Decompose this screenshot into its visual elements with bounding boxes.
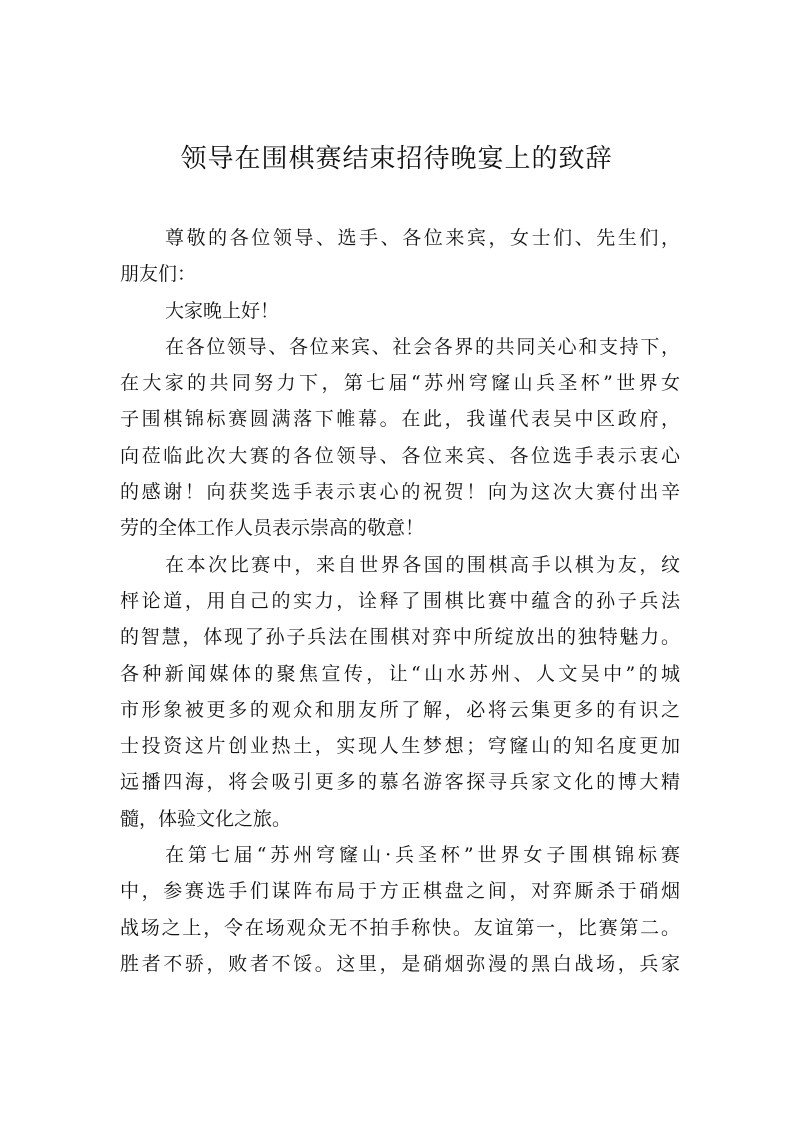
text-line: 向莅临此次大赛的各位领导、各位来宾、各位选手表示衷心	[120, 444, 680, 467]
text-line: 中，参赛选手们谋阵布局于方正棋盘之间，对弈厮杀于硝烟	[120, 880, 680, 903]
text-line: 市形象被更多的观众和朋友所了解，必将云集更多的有识之	[120, 698, 680, 721]
text-line: 子围棋锦标赛圆满落下帷幕。在此，我谨代表吴中区政府，	[120, 408, 680, 431]
text-line: 枰论道，用自己的实力，诠释了围棋比赛中蕴含的孙子兵法	[120, 589, 680, 612]
text-line: 远播四海，将会吸引更多的慕名游客探寻兵家文化的博大精	[120, 771, 680, 794]
text-line: 尊敬的各位领导、选手、各位来宾，女士们、先生们，	[165, 227, 680, 249]
text-line: 朋友们：	[120, 263, 197, 286]
text-line: 各种新闻媒体的聚焦宣传，让“山水苏州、人文吴中”的城	[120, 662, 680, 685]
text-line: 的智慧，体现了孙子兵法在围棋对弈中所绽放出的独特魅力。	[120, 626, 680, 649]
text-line: 在第七届“苏州穹窿山·兵圣杯”世界女子围棋锦标赛	[165, 844, 680, 867]
text-line: 髓，体验文化之旅。	[120, 807, 292, 830]
text-line: 战场之上，令在场观众无不拍手称快。友谊第一，比赛第二。	[120, 916, 680, 939]
text-line: 在各位领导、各位来宾、社会各界的共同关心和支持下，	[165, 335, 680, 358]
text-line: 士投资这片创业热土，实现人生梦想；穹窿山的知名度更加	[120, 735, 680, 758]
text-line: 在本次比赛中，来自世界各国的围棋高手以棋为友，纹	[165, 553, 680, 576]
text-line: 在大家的共同努力下，第七届“苏州穹窿山兵圣杯”世界女	[120, 372, 680, 395]
text-line: 的感谢！向获奖选手表示衷心的祝贺！向为这次大赛付出辛	[120, 481, 680, 504]
document-title: 领导在围棋赛结束招待晚宴上的致辞	[180, 144, 613, 174]
document-body	[120, 220, 680, 982]
text-line: 大家晚上好！	[165, 299, 280, 322]
text-line: 胜者不骄，败者不馁。这里，是硝烟弥漫的黑白战场，兵家	[120, 952, 680, 975]
text-line: 劳的全体工作人员表示崇高的敬意！	[120, 517, 425, 540]
